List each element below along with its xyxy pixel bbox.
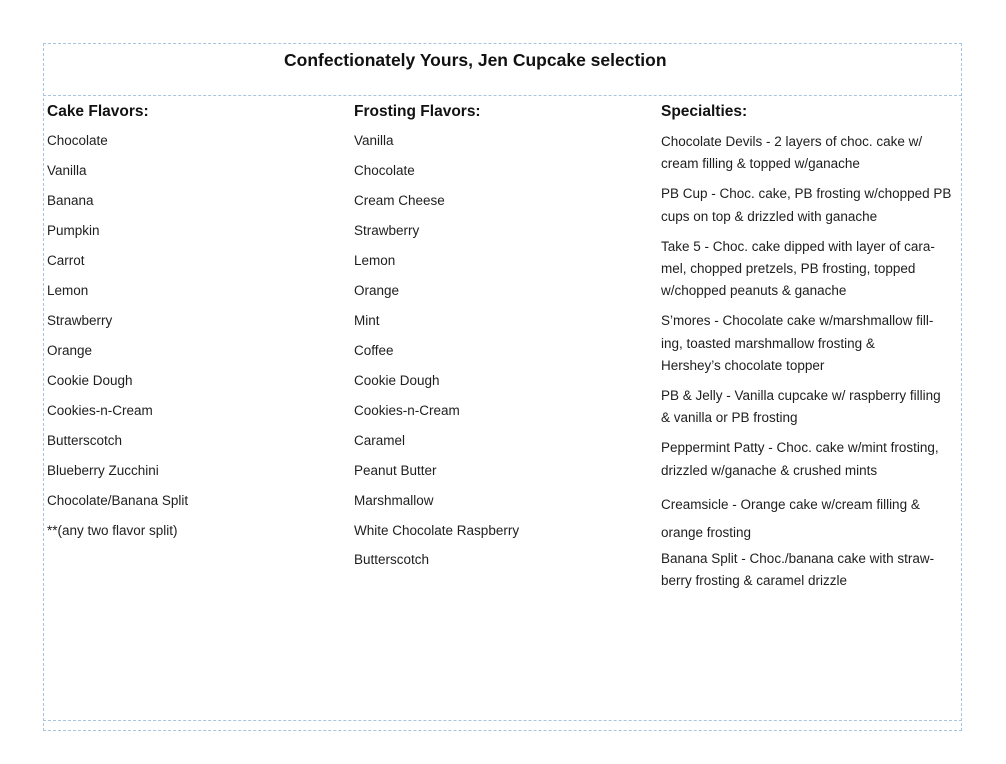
specialty-line: w/chopped peanuts & ganache xyxy=(661,283,847,299)
frosting-flavor-item: Orange xyxy=(354,283,400,298)
frosting-flavor-item: Strawberry xyxy=(354,223,420,238)
cake-flavors-column xyxy=(47,101,337,551)
specialty-line: PB Cup - Choc. cake, PB frosting w/chopped PB xyxy=(661,186,952,202)
cake-flavor-item: Carrot xyxy=(47,253,85,268)
document-title: Confectionately Yours, Jen Cupcake selection xyxy=(284,50,667,70)
specialty-item xyxy=(661,131,957,176)
frosting-flavor-item: Cookie Dough xyxy=(354,373,440,388)
specialty-line: cups on top & drizzled with ganache xyxy=(661,208,878,224)
specialty-line: Creamsicle - Orange cake w/cream filling & xyxy=(661,496,920,512)
specialties-heading: Specialties: xyxy=(661,103,748,120)
specialty-line: Hershey’s chocolate topper xyxy=(661,358,825,374)
cake-flavor-item: Chocolate/Banana Split xyxy=(47,493,189,508)
frosting-flavor-item: Cream Cheese xyxy=(354,193,445,208)
specialty-item xyxy=(661,310,957,377)
specialty-line: orange frosting xyxy=(661,524,752,540)
specialty-item xyxy=(661,490,957,548)
cake-flavor-item: Strawberry xyxy=(47,313,113,328)
frosting-flavor-item: Lemon xyxy=(354,253,396,268)
specialty-item xyxy=(661,437,957,482)
frosting-flavor-item: Mint xyxy=(354,313,380,328)
cake-flavor-note: **(any two flavor split) xyxy=(47,523,178,538)
cake-flavor-item: Banana xyxy=(47,193,94,208)
specialty-item xyxy=(661,183,957,228)
cake-flavor-item: Butterscotch xyxy=(47,433,123,448)
cake-flavors-list xyxy=(47,131,337,551)
cake-flavor-item: Vanilla xyxy=(47,163,87,178)
specialty-line: cream filling & topped w/ganache xyxy=(661,156,860,172)
specialty-line: Take 5 - Choc. cake dipped with layer of cara- xyxy=(661,238,935,254)
frosting-flavor-item: Caramel xyxy=(354,433,406,448)
specialty-item xyxy=(661,385,957,430)
specialty-line: Peppermint Patty - Choc. cake w/mint frosting, xyxy=(661,440,939,456)
header-divider xyxy=(43,95,962,96)
specialty-item xyxy=(661,548,957,593)
frosting-flavors-heading: Frosting Flavors: xyxy=(354,103,481,120)
specialty-line: drizzled w/ganache & crushed mints xyxy=(661,462,878,478)
specialty-item xyxy=(661,236,957,303)
frosting-flavor-item: Coffee xyxy=(354,343,394,358)
specialty-line: PB & Jelly - Vanilla cupcake w/ raspberry filling xyxy=(661,388,941,404)
cake-flavor-item: Pumpkin xyxy=(47,223,100,238)
cake-flavor-item: Chocolate xyxy=(47,133,108,148)
specialty-line: & vanilla or PB frosting xyxy=(661,410,798,426)
specialty-line: ing, toasted marshmallow frosting & xyxy=(661,335,875,351)
frosting-flavor-item: Cookies-n-Cream xyxy=(354,403,460,418)
specialty-line: Banana Split - Choc./banana cake with straw- xyxy=(661,550,935,566)
specialty-line: berry frosting & caramel drizzle xyxy=(661,573,848,589)
frosting-flavors-list xyxy=(354,131,644,580)
specialties-list xyxy=(661,131,957,593)
cake-flavor-item: Cookies-n-Cream xyxy=(47,403,153,418)
specialty-line: mel, chopped pretzels, PB frosting, topped xyxy=(661,261,916,277)
cake-flavor-item: Lemon xyxy=(47,283,89,298)
frosting-flavors-column xyxy=(354,101,644,580)
cake-flavor-item: Orange xyxy=(47,343,93,358)
cake-flavors-heading: Cake Flavors: xyxy=(47,103,149,120)
frosting-flavor-item: Marshmallow xyxy=(354,493,434,508)
frosting-flavor-item: Butterscotch xyxy=(354,552,430,567)
frosting-flavor-item: Vanilla xyxy=(354,133,394,148)
cake-flavor-item: Blueberry Zucchini xyxy=(47,463,159,478)
specialty-line: Chocolate Devils - 2 layers of choc. cake w/ xyxy=(661,134,923,149)
frosting-flavor-item: Peanut Butter xyxy=(354,463,437,478)
footer-divider xyxy=(43,720,962,721)
frosting-flavor-item: White Chocolate Raspberry xyxy=(354,523,520,538)
specialties-column xyxy=(661,101,957,600)
frosting-flavor-item: Chocolate xyxy=(354,163,415,178)
cake-flavor-item: Cookie Dough xyxy=(47,373,133,388)
specialty-line: S’mores - Chocolate cake w/marshmallow fill- xyxy=(661,313,934,329)
